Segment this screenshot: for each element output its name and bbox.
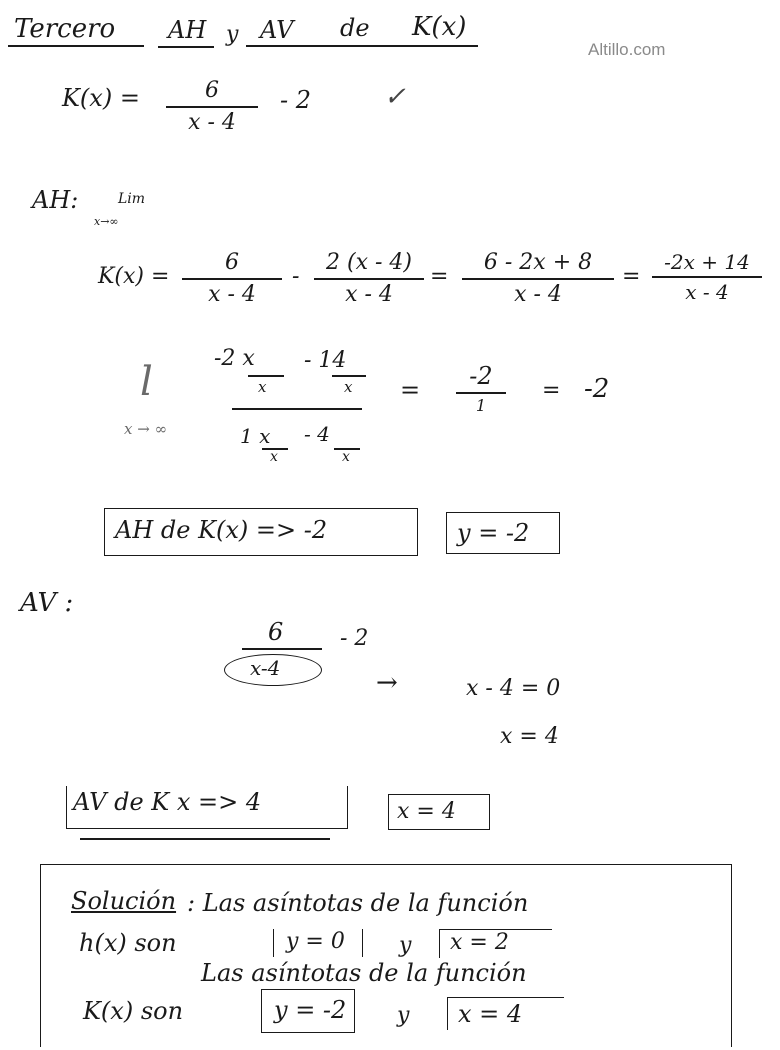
ah-eq1: =: [430, 264, 449, 289]
ah-f1-num: 6: [225, 250, 239, 275]
ah-fraction-1: [182, 252, 282, 306]
function-numerator: 6: [205, 78, 219, 103]
ah-lim: Lim: [118, 191, 146, 207]
ah-l-num-b: - 14: [304, 348, 347, 373]
solution-line4-text: K(x) son: [83, 997, 184, 1025]
solution-line2-text: h(x) son: [79, 929, 177, 957]
ah-l-num-a: -2 x: [214, 346, 255, 371]
fraction-bar: [462, 278, 614, 280]
fraction-bar: [242, 648, 322, 650]
ah-l-den-b-den: x: [342, 449, 350, 465]
header-underline-2: [158, 46, 214, 48]
solution-box-x2: [439, 929, 552, 958]
ah-f3-num: 6 - 2x + 8: [483, 250, 593, 275]
ah-f2-num: 2 (x - 4): [326, 250, 412, 275]
fraction-bar: [314, 278, 424, 280]
ah-f1-den: x - 4: [208, 281, 256, 307]
ah-r-num: -2: [469, 362, 493, 390]
solution-box: [40, 864, 732, 1047]
av-arrow-icon: →: [376, 668, 398, 698]
ah-l-den-a-den: x: [270, 449, 278, 465]
ah-fraction-2: [314, 252, 424, 306]
header-word-av: AV: [260, 16, 294, 44]
ah-y-box-text: y = -2: [457, 519, 530, 547]
ah-r-den: 1: [475, 395, 487, 415]
ah-eq2: =: [622, 264, 641, 289]
ah-eq3: =: [400, 376, 421, 404]
header-word-tercero: Tercero: [14, 14, 116, 44]
header-word-de: de: [340, 14, 370, 42]
ah-minus: -: [292, 264, 300, 289]
av-tail: - 2: [340, 626, 369, 651]
solution-title: Solución: [71, 887, 177, 915]
fraction-bar: [166, 106, 258, 108]
header-underline-3: [246, 45, 478, 47]
fraction-bar: [456, 392, 506, 394]
solution-box-y0-text: y = 0: [286, 929, 345, 954]
solution-line4-y: y: [397, 1003, 410, 1028]
av-x-box: [388, 794, 490, 830]
av-numerator: 6: [268, 618, 284, 646]
ah-fraction-4: [652, 252, 762, 302]
header-word-ah: AH: [168, 16, 207, 44]
av-underline: [80, 838, 330, 840]
ah-label: AH:: [32, 186, 79, 214]
header-word-kx: K(x): [412, 12, 467, 42]
header-underline-1: [8, 45, 144, 47]
ah-l-den-a: 1 x: [240, 424, 271, 448]
av-eq-a: x - 4 = 0: [466, 676, 561, 701]
av-result-box: [66, 786, 348, 829]
watermark: Altillo.com: [588, 40, 666, 59]
ah-l-main-bar: [232, 408, 362, 410]
solution-line1: : Las asíntotas de la función: [187, 889, 529, 917]
fraction-bar: [182, 278, 282, 280]
ah-f3-den: x - 4: [514, 281, 562, 307]
header-word-y: y: [226, 22, 239, 47]
av-denominator: x-4: [250, 656, 281, 680]
function-denominator: x - 4: [188, 109, 236, 135]
ah-l-den-b: - 4: [304, 422, 330, 446]
av-result-box-text: AV de K x => 4: [73, 788, 262, 816]
ah-l-sub: x → ∞: [124, 420, 168, 438]
solution-line2-y: y: [399, 933, 412, 958]
ah-lim-sub: x→∞: [94, 215, 119, 228]
ah-f2-den: x - 4: [345, 281, 393, 307]
fraction-bar: [652, 276, 762, 278]
solution-line3: Las asíntotas de la función: [201, 959, 527, 987]
function-tail: - 2: [280, 86, 312, 114]
av-label: AV :: [20, 588, 74, 618]
ah-result-box-text: AH de K(x) => -2: [115, 516, 328, 544]
ah-l-symbol: l: [140, 359, 153, 405]
ah-y-box: [446, 512, 560, 554]
ah-result-box: [104, 508, 418, 556]
solution-box-x4-text: x = 4: [458, 1000, 523, 1028]
fraction-bar: [248, 375, 284, 377]
fraction-bar: [332, 375, 366, 377]
solution-box-y-2: [261, 989, 355, 1033]
checkmark-icon: ✓: [384, 82, 406, 112]
solution-box-x2-text: x = 2: [450, 930, 509, 955]
ah-fraction-3: [462, 252, 614, 306]
ah-eq-lhs: K(x) =: [98, 264, 170, 289]
function-lhs: K(x) =: [62, 84, 140, 112]
solution-box-y0: [273, 929, 363, 957]
ah-l-num-b-den: x: [344, 378, 353, 396]
av-x-box-text: x = 4: [397, 799, 456, 824]
solution-box-x4: [447, 997, 564, 1030]
ah-f4-num: -2x + 14: [664, 250, 750, 274]
ah-eq4: =: [542, 378, 561, 403]
function-fraction: [166, 80, 258, 134]
av-eq-b: x = 4: [500, 724, 559, 749]
ah-l-num-a-den: x: [258, 378, 267, 396]
ah-f4-den: x - 4: [685, 279, 729, 304]
ah-result: -2: [584, 374, 610, 404]
solution-box-y-2-text: y = -2: [274, 996, 347, 1024]
ah-result-fraction: [456, 364, 506, 414]
